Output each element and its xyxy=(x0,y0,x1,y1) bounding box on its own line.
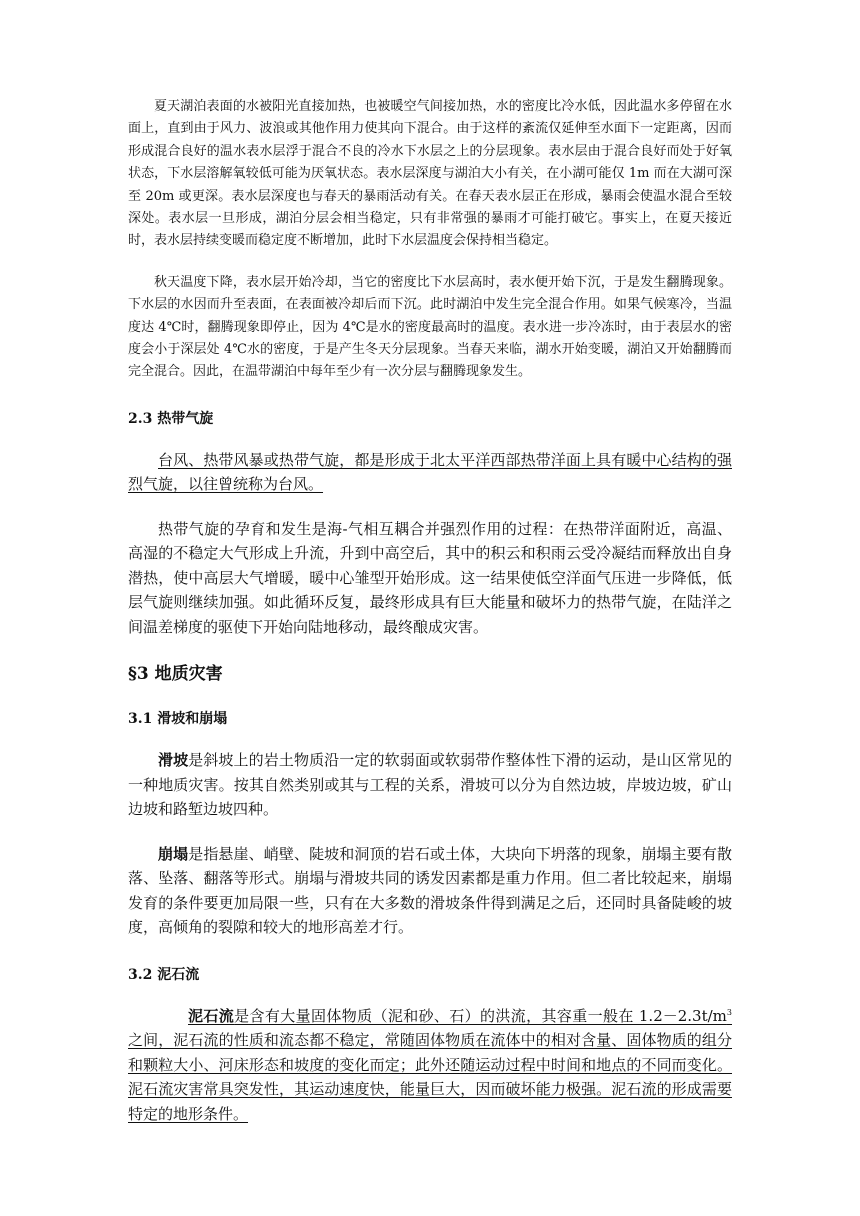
section-heading-3-1: 3.1 滑坡和崩塌 xyxy=(128,711,228,728)
term-landslide: 滑坡 xyxy=(158,751,189,770)
underlined-text xyxy=(128,1007,732,1123)
paragraph-debris-flow xyxy=(128,1004,732,1127)
debris-flow-text-b: 之间，泥石流的性质和流态都不稳定，常随固体物质在流体中的相对含量、固体物质的组分和颗粒大小、河床形态和坡度的变化而定；此外还随运动过程中时间和地点的不同而变化。泥石流灾害常具突发性，其运动速度快，能量巨大，因而破坏能力极强。泥石流的形成需要特定的地形条件。 xyxy=(128,1031,732,1123)
underlined-text: 台风、热带风暴或热带气旋，都是形成于北太平洋西部热带洋面上具有暖中心结构的强烈气旋，以往曾统称为台风。 xyxy=(128,450,732,494)
paragraph-typhoon-definition xyxy=(128,448,732,497)
debris-flow-text-a: 是含有大量固体物质（泥和砂、石）的洪流，其容重一般在 1.2－2.3t/m xyxy=(234,1006,727,1025)
chapter-heading-3: §3 地质灾害 xyxy=(128,664,223,685)
paragraph-cyclone-formation: 热带气旋的孕育和发生是海-气相互耦合并强烈作用的过程：在热带洋面附近，高温、高湿的不稳定大气形成上升流，升到中高空后，其中的积云和积雨云受冷凝结而释放出自身潜热，使中高层大气增暖，暖中心雏型开始形成。这一结果使低空洋面气压进一步降低，低层气旋则继续加强。如此循环反复，最终形成具有巨大能量和破坏力的热带气旋，在陆洋之间温差梯度的驱使下开始向陆地移动，最终酿成灾害。 xyxy=(128,519,732,636)
paragraph-landslide xyxy=(128,748,732,822)
section-heading-2-3: 2.3 热带气旋 xyxy=(128,410,214,427)
term-debris-flow: 泥石流 xyxy=(188,1006,235,1025)
paragraph-lake-autumn: 秋天温度下降，表水层开始冷却，当它的密度比下水层高时，表水便开始下沉，于是发生翻腾现象。下水层的水因而升至表面，在表面被冷却后而下沉。此时湖泊中发生完全混合作用。如果气候寒冷，当温度达 4℃时，翻腾现象即停止，因为 4℃是水的密度最高时的温度。表水进一步冷冻时，由于表层水的密度会小于深层处 4℃水的密度，于是产生冬天分层现象。当春天来临，湖水开始变暖，湖泊又开始翻腾而完全混合。因此，在温带湖泊中每年至少有一次分层与翻腾现象发生。 xyxy=(128,274,732,380)
landslide-text: 是斜坡上的岩土物质沿一定的软弱面或软弱带作整体性下滑的运动，是山区常见的一种地质灾害。按其自然类别或其与工程的关系，滑坡可以分为自然边坡，岸坡边坡，矿山边坡和路堑边坡四种。 xyxy=(128,751,732,819)
paragraph-collapse xyxy=(128,842,732,940)
collapse-text: 是指悬崖、峭壁、陡坡和洞顶的岩石或土体，大块向下坍落的现象，崩塌主要有散落、坠落、翻落等形式。崩塌与滑坡共同的诱发因素都是重力作用。但二者比较起来，崩塌发育的条件要更加局限一些，只有在大多数的滑坡条件得到满足之后，还同时具备陡峻的坡度，高倾角的裂隙和较大的地形高差才行。 xyxy=(128,844,732,937)
section-heading-3-2: 3.2 泥石流 xyxy=(128,966,200,983)
superscript-3: 3 xyxy=(726,1007,732,1017)
term-collapse: 崩塌 xyxy=(158,844,189,863)
paragraph-lake-summer: 夏天湖泊表面的水被阳光直接加热，也被暖空气间接加热，水的密度比冷水低，因此温水多停留在水面上，直到由于风力、波浪或其他作用力使其向下混合。由于这样的紊流仅延伸至水面下一定距离，因而形成混合良好的温水表水层浮于混合不良的冷水下水层之上的分层现象。表水层由于混合良好而处于好氧状态，下水层溶解氧较低可能为厌氧状态。表水层深度与湖泊大小有关，在小湖可能仅 1m 而在大湖可深至 20m 或更深。表水层深度也与春天的暴雨活动有关。在春天表水层正在形成，暴雨会使温水混合至较深处。表水层一旦形成，湖泊分层会相当稳定，只有非常强的暴雨才可能打破它。事实上，在夏天接近时，表水层持续变暖而稳定度不断增加，此时下水层温度会保持相当稳定。 xyxy=(128,99,732,249)
